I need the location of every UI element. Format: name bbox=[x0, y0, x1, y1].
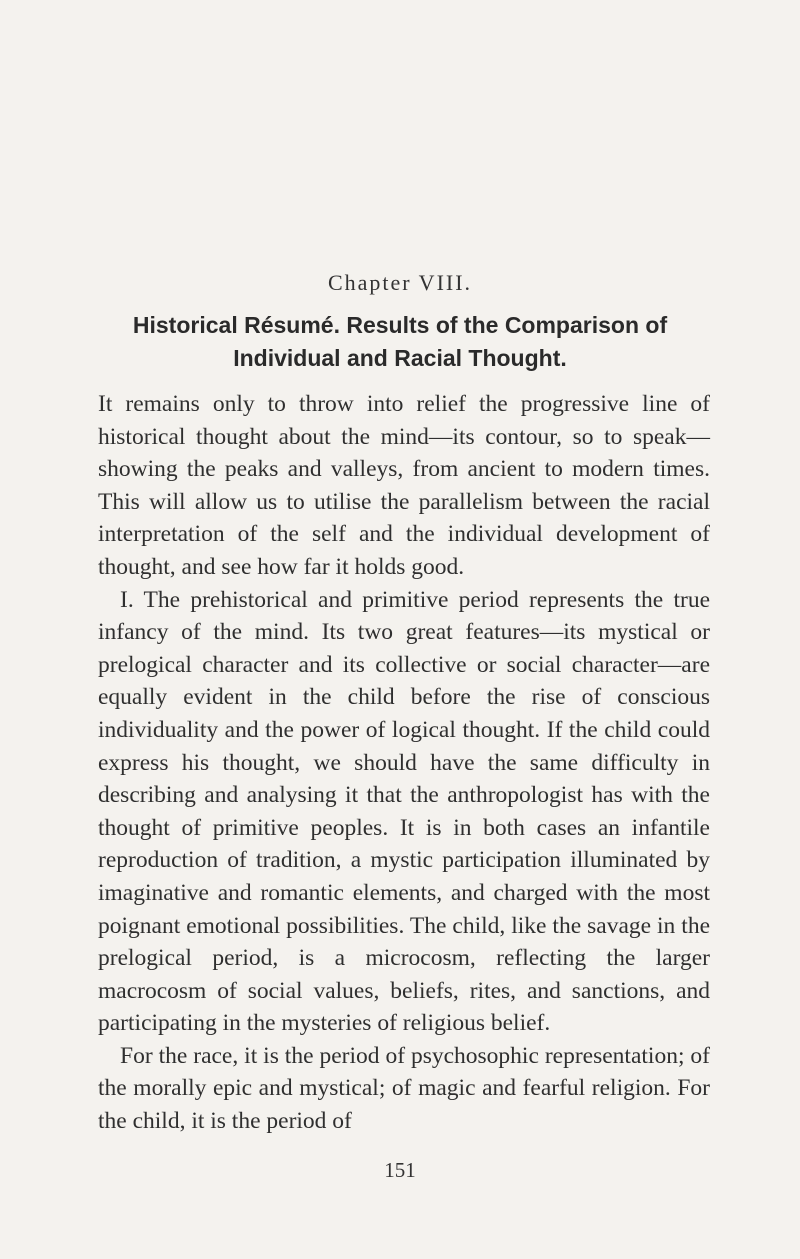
page-number: 151 bbox=[384, 1158, 416, 1182]
chapter-heading: Chapter VIII. bbox=[327, 270, 473, 295]
chapter-title-line-1: Historical Résumé. Results of the Comparison of bbox=[132, 312, 668, 338]
paragraph: For the race, it is the period of psychosophic representation; of the morally epic and mystical; of magic and fearful religion. For the child, it is the period of bbox=[98, 1042, 710, 1135]
paragraph: It remains only to throw into relief the progressive line of historical thought about the mind—its contour, so to speak—showing the peaks and valleys, from ancient to modern times. This will allow us to utilise the parallelism between the racial interpretation of the self and the individual development of thought, and see how far it holds good. bbox=[98, 391, 710, 580]
chapter-title bbox=[60, 309, 740, 375]
chapter-title-line-2: Individual and Racial Thought. bbox=[233, 345, 567, 371]
paragraph: I. The prehistorical and primitive period represents the true infancy of the mind. Its two great features—its mystical or prelogical character and its collective or social character—are equally evident in the child before the rise of conscious individuality and the power of logical thought. If the child could express his thought, we should have the same difficulty in describing and analysing it that the anthropologist has with the thought of primitive peoples. It is in both cases an infantile reproduction of tradition, a mystic participation illuminated by imaginative and romantic elements, and charged with the most poignant emotional possibilities. The child, like the savage in the prelogical period, is a microcosm, reflecting the larger macrocosm of social values, beliefs, rites, and sanctions, and participating in the mysteries of religious belief. bbox=[98, 586, 710, 1037]
body-text bbox=[98, 388, 710, 1138]
